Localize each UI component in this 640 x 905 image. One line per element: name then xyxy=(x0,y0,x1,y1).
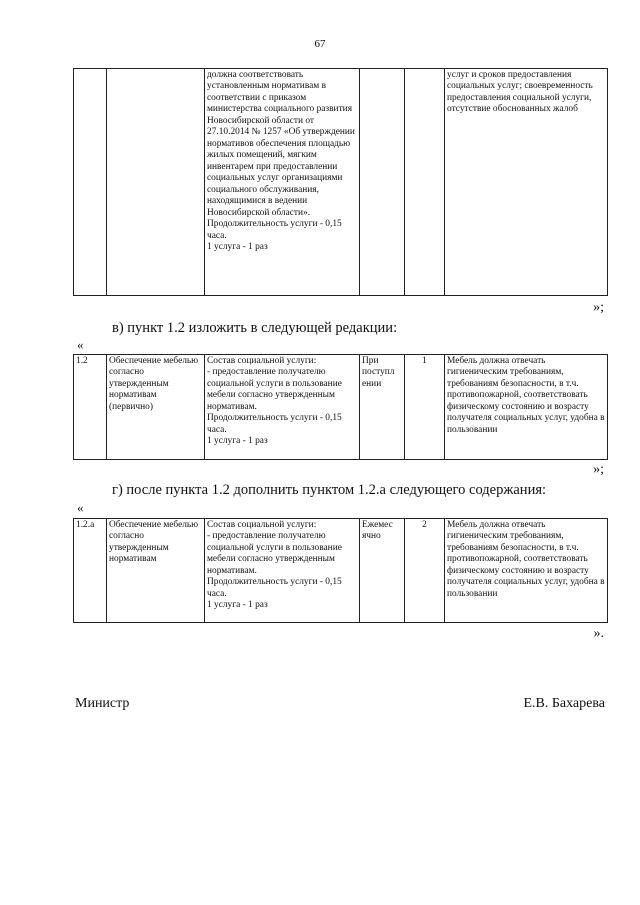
service-name: Обеспечение мебелью согласно утвержденным нормативам xyxy=(107,519,205,623)
service-description-cell: Состав социальной услуги: - предоставление получателю социальной услуги в пользование мебели согласно утвержденным нормативам. Продолжительность услуги - 0,15 часа. 1 услуга - 1 раз xyxy=(205,355,360,460)
quantity-cell: 2 xyxy=(405,519,445,623)
quality-indicators-cell: Мебель должна отвечать гигиеническим требованиям, требованиям безопасности, в т.ч. противопожарной, соответствовать физическому состоянию и возрасту получателя социальных услуг, удобна в пользовании xyxy=(445,519,608,623)
signatory-title: Министр xyxy=(75,696,130,711)
frequency-cell: Ежемес ячно xyxy=(360,519,405,623)
quantity-cell: 1 xyxy=(405,355,445,460)
closing-quote: »; xyxy=(593,300,604,315)
service-name: Обеспечение мебелью согласно утвержденным нормативам (первично) xyxy=(107,355,205,460)
item-number: 1.2 xyxy=(74,355,107,460)
item-number: 1.2.а xyxy=(74,519,107,623)
table-continuation xyxy=(73,68,608,296)
table-row xyxy=(74,69,608,296)
table-row xyxy=(74,519,608,623)
quality-indicators-cell: Мебель должна отвечать гигиеническим требованиям, требованиям безопасности, в т.ч. противопожарной, соответствовать физическому состоянию и возрасту получателя социальных услуг, удобна в пользовании xyxy=(445,355,608,460)
table-item-1-2-a xyxy=(73,518,608,623)
table-item-1-2 xyxy=(73,354,608,460)
frequency-cell: При поступл ении xyxy=(360,355,405,460)
opening-quote: « xyxy=(77,337,84,352)
closing-quote: ». xyxy=(593,626,604,641)
page-number: 67 xyxy=(314,38,326,50)
opening-quote: « xyxy=(77,500,84,515)
heading-item-g: г) после пункта 1.2 дополнить пунктом 1.2.а следующего содержания: xyxy=(112,482,547,498)
heading-item-v: в) пункт 1.2 изложить в следующей редакции: xyxy=(112,320,398,336)
signatory-name: Е.В. Бахарева xyxy=(523,696,605,711)
closing-quote: »; xyxy=(593,462,604,477)
service-description-cell: должна соответствовать установленным нормативам в соответствии с приказом министерства социального развития Новосибирской области от 27.10.2014 № 1257 «Об утверждении нормативов обеспечения площадью жилых помещений, мягким инвентарем при предоставлении социальных услуг организациями социального обслуживания, находящимися в ведении Новосибирской области». Продолжительность услуги - 0,15 часа. 1 услуга - 1 раз xyxy=(205,69,360,296)
quality-indicators-cell: услуг и сроков предоставления социальных услуг; своевременность предоставления социальной услуги, отсутствие обоснованных жалоб xyxy=(445,69,608,296)
table-row xyxy=(74,355,608,460)
service-description-cell: Состав социальной услуги: - предоставление получателю социальной услуги в пользование мебели согласно утвержденным нормативам. Продолжительность услуги - 0,15 часа. 1 услуга - 1 раз xyxy=(205,519,360,623)
